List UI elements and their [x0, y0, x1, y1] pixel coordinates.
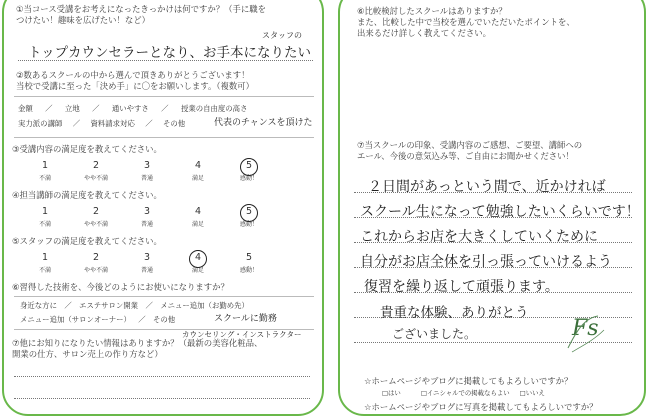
q2-option-flexibility: 授業の自由度の高さ — [180, 104, 248, 113]
r-q6-question-line3: 出来るだけ詳しく教えてください。 — [357, 28, 491, 38]
q2-option-location: 立地 — [64, 104, 80, 113]
r-answer-text-2: スクール生になって勉強したいくらいです！ — [360, 204, 640, 220]
q4-scale-5: 5 — [245, 206, 253, 217]
q3-selected-circle — [240, 158, 258, 176]
r-answer-text-1: ２日間があっという間で、近かければ — [368, 179, 606, 195]
q4-label-2: やや不満 — [83, 221, 108, 228]
option-yes[interactable]: □はい — [382, 389, 401, 397]
q4-scale-3: 3 — [143, 206, 151, 217]
q5-label-1: 不満 — [38, 267, 51, 274]
option-no[interactable]: □いいえ — [519, 389, 545, 397]
q5-label-3: 普通 — [140, 267, 153, 274]
signature: Fs — [572, 316, 599, 341]
footer-q1: ☆ホームページやブログに掲載してもよろしいですか？ — [364, 376, 573, 386]
r-answer-text-3: これからお店を大きくしていくために — [360, 229, 598, 245]
q1-answer-note: スタッフの — [262, 31, 302, 40]
r-q7-question-line2: エール、今後の意気込み等、ご自由にお聞かせください！ — [357, 151, 574, 161]
footer-q1-options — [382, 388, 545, 397]
r-answer-text-5: 復習を繰り返して頑張ります。 — [364, 279, 559, 295]
q3-scale-3: 3 — [143, 160, 151, 171]
q6-other-answer: スクールに勤務 — [214, 314, 277, 324]
q2-options-row1: 金額 ／ 立地 ／ 通いやすさ ／ 授業の自由度の高さ — [18, 104, 248, 113]
q3-label-2: やや不満 — [83, 175, 108, 182]
q4-scale-4: 4 — [194, 206, 202, 217]
q4-scale-1: 1 — [41, 206, 49, 217]
q3-label-3: 普通 — [140, 175, 153, 182]
q6-question: ⑥習得した技術を、今後どのようにお使いになりますか？ — [12, 282, 229, 292]
r-answer-text-7: ございました。 — [392, 327, 477, 341]
q7-left-answer-line2 — [14, 398, 310, 399]
q5-scale-4: 4 — [194, 252, 202, 263]
q6-option-other: その他 — [153, 315, 176, 324]
q5-selected-circle — [189, 250, 207, 268]
q7-left-answer-line1 — [14, 376, 310, 377]
q5-scale-5: 5 — [245, 252, 253, 263]
q3-scale-1: 1 — [41, 160, 49, 171]
q4-label-1: 不満 — [38, 221, 51, 228]
q4-label-3: 普通 — [140, 221, 153, 228]
option-initials[interactable]: □イニシャルでの掲載ならよい — [420, 389, 510, 397]
q7-left-question-line1: ⑦他にお知りになりたい情報はありますか？（最新の美容化粧品、 — [12, 338, 263, 348]
q5-label-2: やや不満 — [83, 267, 108, 274]
q2-question-line2: 当校で受講に至った「決め手」に〇をお願いします。（複数可） — [16, 81, 255, 91]
q6-extra-answer: カウンセリング・インストラクター — [182, 330, 302, 339]
q2-options-row2: 実力派の講師 ／ 資料請求対応 ／ その他 — [18, 119, 186, 128]
q6-options-row2: メニュー追加（サロンオーナー） ／ その他 — [20, 315, 176, 324]
q5-scale-1: 1 — [41, 252, 49, 263]
r-q7-question-line1: ⑦当スクールの印象、受講内容のご感想、ご要望、講師への — [357, 140, 583, 150]
q6-option-menu-employer: メニュー追加（お勤め先） — [160, 301, 249, 310]
r-answer-text-6: 貴重な体験、ありがとう — [380, 305, 529, 321]
footer-q2: ☆ホームページやブログに写真を掲載してもよろしいですか？ — [364, 402, 598, 412]
q2-other-answer: 代表のチャンスを頂けた — [214, 118, 313, 128]
signature-flourish — [564, 312, 608, 356]
q2-option-other: その他 — [162, 119, 186, 128]
q4-label-4: 満足 — [191, 221, 204, 228]
q1-question-line2: つけたい！趣味を広げたい！など） — [16, 15, 150, 25]
star-icon: ☆ — [364, 376, 372, 386]
r-q6-question-line2: また、比較した中で当校を選んでいただいたポイントを、 — [357, 17, 575, 27]
q4-question: ④担当講師の満足度を教えてください。 — [12, 190, 162, 200]
q5-question: ⑤スタッフの満足度を教えてください。 — [12, 236, 162, 246]
q6-options-row1: 身近な方に ／ エステサロン開業 ／ メニュー追加（お勤め先） — [20, 301, 249, 310]
q1-answer-line — [18, 60, 313, 61]
q2-option-instructor: 実力派の講師 — [18, 119, 63, 128]
r-answer-text-4: 自分がお店全体を引っ張っていけるよう — [360, 254, 612, 270]
star-icon: ☆ — [364, 402, 372, 412]
q5-label-5: 感動！ — [239, 267, 258, 274]
q5-label-4: 満足 — [191, 267, 204, 274]
q6-option-salon-open: エステサロン開業 — [79, 301, 139, 310]
r-q6-question-line1: ⑥比較検討したスクールはありますか？ — [357, 6, 507, 16]
q2-option-brochure: 資料請求対応 — [90, 119, 135, 128]
q4-scale-2: 2 — [92, 206, 100, 217]
q6-option-menu-owner: メニュー追加（サロンオーナー） — [20, 315, 131, 324]
q4-selected-circle — [240, 204, 258, 222]
q3-label-1: 不満 — [38, 175, 51, 182]
q2-question-line1: ②数あるスクールの中から選んで頂きありがとうございます！ — [16, 70, 250, 80]
q5-scale-3: 3 — [143, 252, 151, 263]
q2-option-accessibility: 通いやすさ — [111, 104, 149, 113]
q6-option-personal: 身近な方に — [20, 301, 57, 310]
q3-scale-4: 4 — [194, 160, 202, 171]
q3-scale-2: 2 — [92, 160, 100, 171]
q1-answer: トップカウンセラーとなり、お手本になりたい — [28, 45, 311, 61]
q3-label-5: 感動！ — [239, 175, 258, 182]
q2-option-price: 金額 — [18, 104, 33, 113]
q7-left-question-line2: 開業の仕方、サロン売上の作り方など） — [12, 349, 163, 359]
q4-label-5: 感動！ — [239, 221, 258, 228]
q5-scale-2: 2 — [92, 252, 100, 263]
q3-scale-5: 5 — [245, 160, 253, 171]
q1-question-line1: ①当コース受講をお考えになったきっかけは何ですか？（手に職を — [16, 4, 266, 14]
q3-question: ③受講内容の満足度を教えてください。 — [12, 144, 162, 154]
q3-label-4: 満足 — [191, 175, 204, 182]
